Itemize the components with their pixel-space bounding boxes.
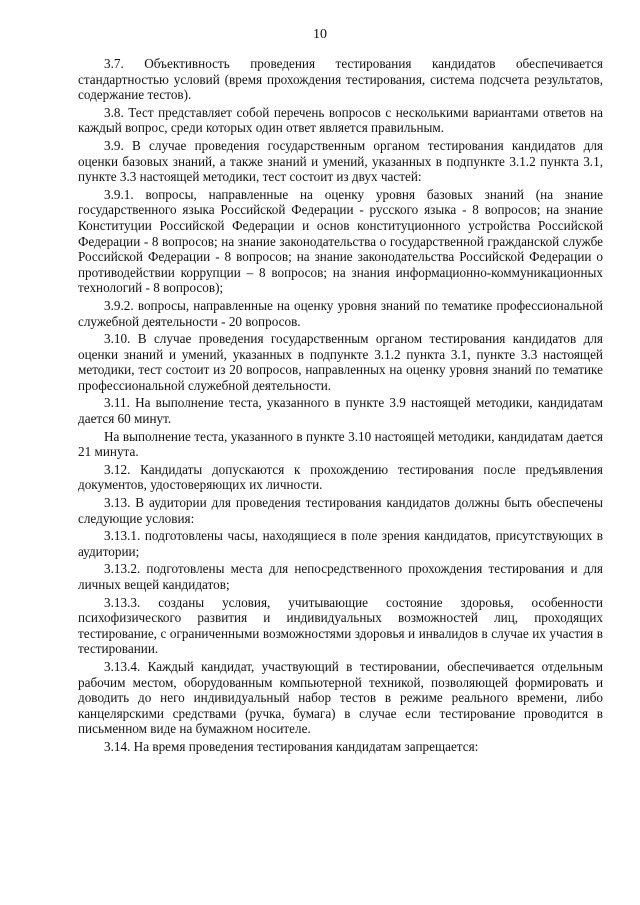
paragraph-3-14: 3.14. На время проведения тестирования кандидатам запрещается: (104, 738, 479, 754)
paragraph-3-9-2: 3.9.2. вопросы, направленные на оценку уровня знаний по тематике профессиональной служебной деятельности - 20 вопросов. (78, 297, 603, 329)
document-body (78, 56, 603, 757)
paragraph-3-13-4: 3.13.4. Каждый кандидат, участвующий в тестировании, обеспечивается отдельным рабочим местом, оборудованным компьютерной техникой, позволяющей формировать и доводить до него индивидуальный набор тестов в режиме реального времени, либо канцелярскими средствами (ручка, бумага) в случае если тестирование проводится в письменном виде на бумажном носителе. (78, 658, 603, 737)
paragraph-3-11: 3.11. На выполнение теста, указанного в пункте 3.9 настоящей методики, кандидатам дается 60 минут. (78, 395, 603, 427)
paragraph-3-12: 3.12. Кандидаты допускаются к прохождению тестирования после предъявления документов, удостоверяющих их личности. (78, 461, 603, 493)
paragraph-3-9: 3.9. В случае проведения государственным органом тестирования кандидатов для оценки базовых знаний, а также знаний и умений, указанных в подпункте 3.1.2 пункта 3.1, пункте 3.3 настоящей методики, тест состоит из двух частей: (78, 137, 603, 185)
paragraph-3-13: 3.13. В аудитории для проведения тестирования кандидатов должны быть обеспечены следующие условия: (78, 495, 603, 526)
paragraph-3-8: 3.8. Тест представляет собой перечень вопросов с несколькими вариантами ответов на каждый вопрос, среди которых один ответ является правильным. (78, 104, 603, 136)
paragraph-3-10: 3.10. В случае проведения государственным органом тестирования кандидатов для оценки знаний и умений, указанных в подпункте 3.1.2 пункта 3.1, пункте 3.3 настоящей методики, тест состоит из 20 вопросов, направленных на оценку уровня знаний по тематике профессиональной служебной деятельности. (78, 331, 603, 393)
paragraph-3-13-3: 3.13.3. созданы условия, учитывающие состояние здоровья, особенности психофизического развития и индивидуальных возможностей лиц, проходящих тестирование, с ограниченными возможностями здоровья и инвалидов в случае их участия в тестировании. (78, 594, 603, 657)
paragraph-3-9-1: 3.9.1. вопросы, направленные на оценку уровня базовых знаний (на знание государственного языка Российской Федерации - русского языка - 8 вопросов; на знание Конституции Российской Федерации и основ конституционного устройства Российской Федерации - 8 вопросов; на знание законодательства о государственной гражданской службе Российской Федерации - 8 вопросов; на знание законодательства Российской Федерации о противодействии коррупции – 8 вопросов; на знания информационно-коммуникационных технологий - 8 вопросов); (78, 186, 603, 296)
paragraph-3-7: 3.7. Объективность проведения тестирования кандидатов обеспечивается стандартностью условий (время прохождения тестирования, система подсчета результатов, содержание тестов). (78, 56, 603, 103)
page-number: 10 (313, 27, 327, 42)
paragraph-3-11-continued: На выполнение теста, указанного в пункте 3.10 настоящей методики, кандидатам дается 21 минута. (78, 428, 603, 460)
paragraph-3-13-1: 3.13.1. подготовлены часы, находящиеся в поле зрения кандидатов, присутствующих в аудитории; (78, 528, 603, 559)
paragraph-3-13-2: 3.13.2. подготовлены места для непосредственного прохождения тестирования и для личных вещей кандидатов; (78, 561, 603, 592)
